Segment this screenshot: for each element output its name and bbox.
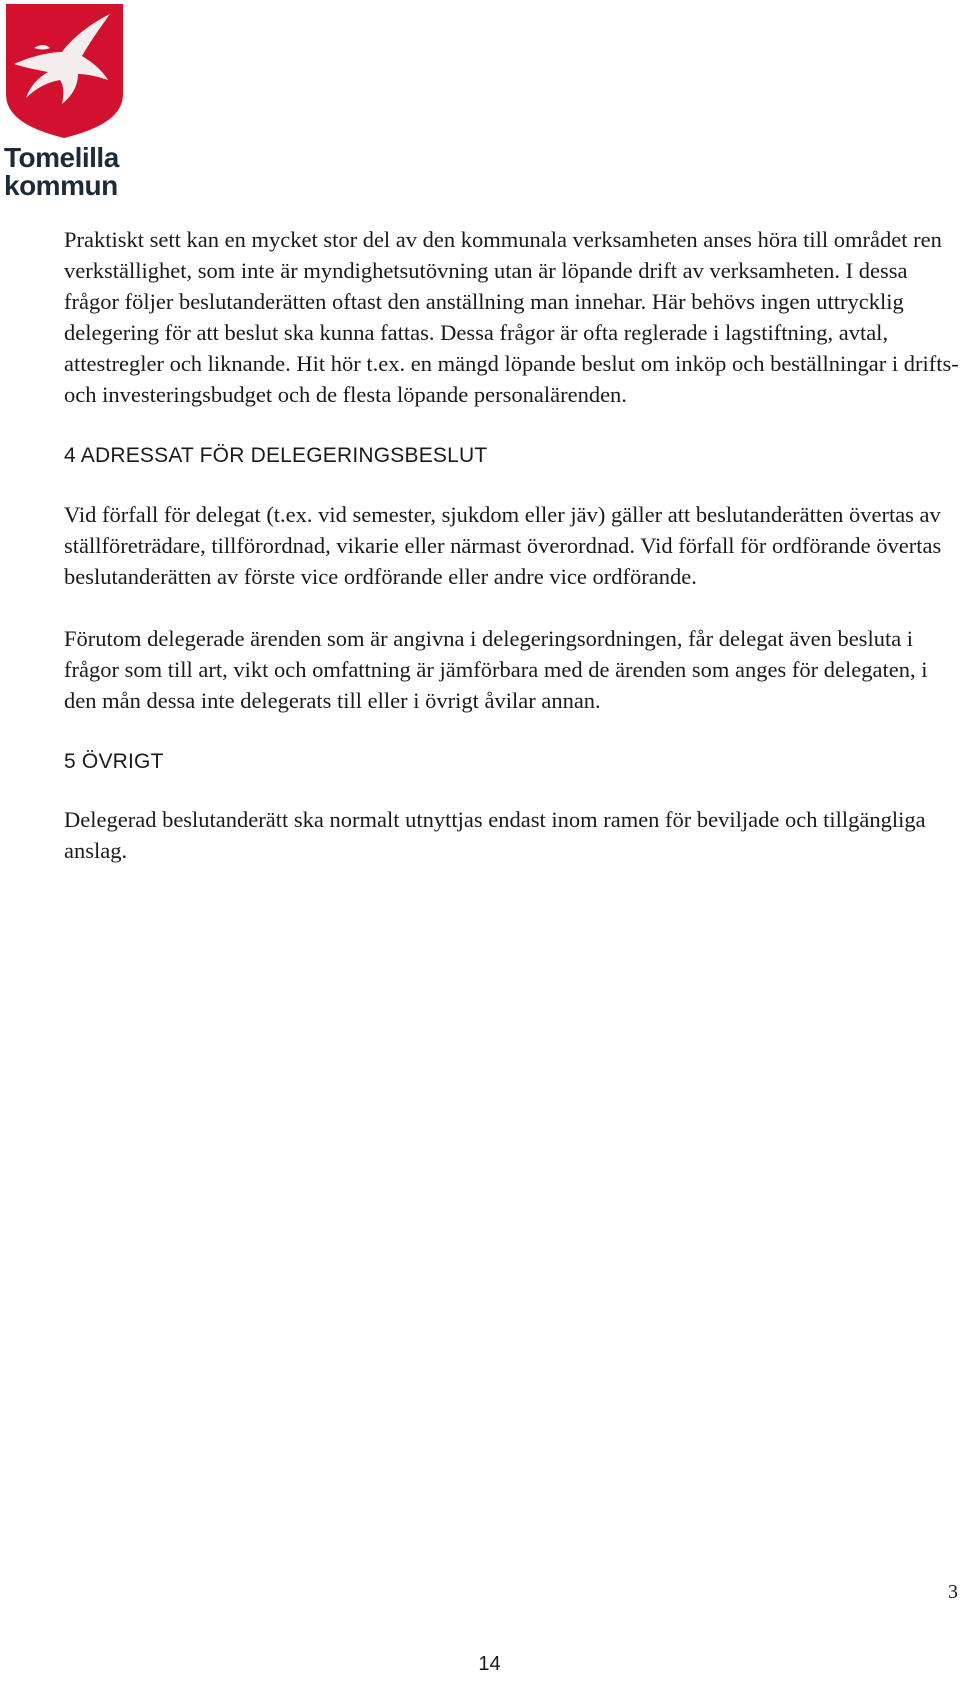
paragraph-ovrigt: Delegerad beslutanderätt ska normalt utnyttjas endast inom ramen för beviljade och tillgängliga anslag.: [64, 807, 926, 863]
section-heading-5: 5 ÖVRIGT: [64, 750, 164, 773]
logo-wordmark: [4, 144, 129, 200]
logo-line-2: kommun: [4, 170, 118, 201]
logo-line-1: Tomelilla: [4, 142, 119, 173]
section-heading-4: 4 ADRESSAT FÖR DELEGERINGSBESLUT: [64, 444, 488, 467]
paragraph-delegerade-arenden: Förutom delegerade ärenden som är angivna i delegeringsordningen, får delegat även besluta i frågor som till art, vikt och omfattning är jämförbara med de ärenden som anges för delegaten, i den mån dessa inte delegerats till eller i övrigt åvilar annan.: [64, 626, 928, 713]
kite-bird-shield-icon: [4, 2, 125, 138]
side-page-number: 3: [948, 1581, 958, 1603]
document-body: [64, 224, 960, 866]
paragraph-forfall: Vid förfall för delegat (t.ex. vid semester, sjukdom eller jäv) gäller att beslutanderätten övertas av ställföreträdare, tillförordnad, vikarie eller närmast överordnad. Vid förfall för ordförande övertas beslutanderätten av förste vice ordförande eller andre vice ordförande.: [64, 502, 942, 589]
page-number: 14: [478, 1653, 501, 1675]
paragraph-verkstallighet: Praktiskt sett kan en mycket stor del av den kommunala verksamheten anses höra till området ren verkställighet, som inte är myndighetsutövning utan är löpande drift av verksamheten. I dessa frågor följer beslutanderätten oftast den anställning man innehar. Här behövs ingen uttrycklig delegering för att beslut ska kunna fattas. Dessa frågor är ofta reglerade i lagstiftning, avtal, attestregler och liknande. Hit hör t.ex. en mängd löpande beslut om inköp och beställningar i drifts- och investeringsbudget och de flesta löpande personalärenden.: [64, 227, 959, 407]
municipality-logo: [4, 2, 129, 200]
